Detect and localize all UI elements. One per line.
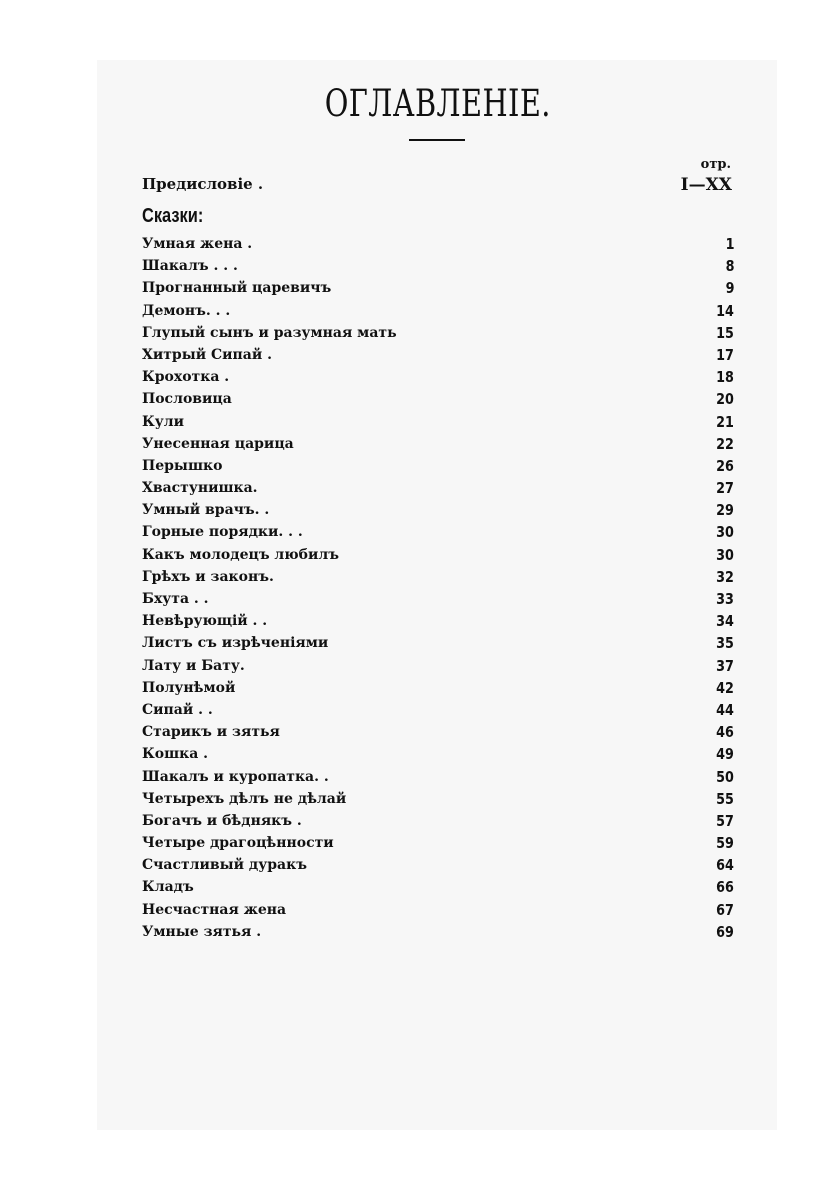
toc-entry [142,899,734,921]
toc-entry-page: 8 [725,257,734,276]
toc-entry-title: Кладъ [142,879,194,896]
toc-entry-page: 14 [716,301,734,320]
toc-entry-title: Счастливый дуракъ [142,857,307,874]
toc-entry [142,632,734,654]
toc-entry [142,300,734,322]
toc-entry-title: Умные зятья . [142,923,262,940]
toc-entry-title: Богачъ и бѣднякъ . [142,812,302,829]
toc-entry [142,876,734,898]
toc-entry-title: Листъ съ изрѣченіями [142,635,329,652]
page-title: ОГЛАВЛЕНІЕ. [324,82,551,125]
toc-entry-page: 42 [716,678,734,697]
toc-entry-page: 22 [716,434,734,453]
toc-entry-page: 27 [716,479,734,498]
toc-entry-title: Какъ молодецъ любилъ [142,546,339,563]
toc-entry-title: Пословица [142,391,232,408]
toc-entry-title: Старикъ и зятья [142,724,280,741]
toc-entry-page: 32 [716,567,734,586]
toc-list [142,233,734,943]
toc-entry-title: Горные порядки. . . [142,524,303,541]
toc-entry [142,921,734,943]
toc-entry-page: 1 [725,235,734,253]
toc-entry [142,743,734,765]
toc-entry [142,499,734,521]
toc-entry-page: 30 [716,523,734,542]
toc-entry-title: Умная жена . [142,236,253,252]
toc-entry-title: Полунѣмой [142,679,236,696]
toc-entry-title: Глупый сынъ и разумная мать [142,324,397,341]
toc-entry-page: 35 [716,634,734,653]
toc-entry [142,255,734,277]
toc-entry [142,521,734,543]
toc-entry [142,766,734,788]
page-column-label: отр. [700,157,731,172]
toc-entry-title: Хитрый Сипай . [142,346,272,363]
toc-entry [142,411,734,433]
toc-entry-page: 50 [716,767,734,786]
toc-entry-page: 59 [716,834,734,853]
toc-entry-title: Бхута . . [142,591,209,607]
toc-entry [142,721,734,743]
toc-entry-title: Шакалъ и куропатка. . [142,768,329,785]
toc-entry-title: Лату и Бату. [142,657,245,674]
preface-title: Предисловіе . [142,175,264,193]
toc-entry [142,388,734,410]
toc-entry-title: Демонъ. . . [142,302,231,319]
toc-entry-page: 15 [716,323,734,342]
toc-entry-title: Прогнанный царевичъ [142,280,332,297]
toc-entry-page: 29 [716,501,734,520]
preface-page: I—XX [680,175,732,195]
toc-entry-page: 57 [716,811,734,830]
toc-entry-page: 33 [716,590,734,608]
toc-entry-page: 64 [716,856,734,875]
toc-entry-page: 21 [716,412,734,431]
toc-entry [142,677,734,699]
toc-entry [142,566,734,588]
toc-entry-page: 67 [716,900,734,919]
toc-entry-preface [142,175,732,197]
toc-entry [142,854,734,876]
toc-entry [142,455,734,477]
toc-entry-page: 26 [716,456,734,475]
toc-entry-title: Перышко [142,457,223,474]
toc-entry [142,610,734,632]
toc-entry-title: Шакалъ . . . [142,258,238,275]
toc-entry-title: Несчастная жена [142,901,287,918]
toc-entry [142,810,734,832]
toc-entry-page: 34 [716,612,734,631]
toc-entry [142,788,734,810]
toc-entry [142,588,734,610]
toc-entry-page: 18 [716,368,734,387]
toc-entry [142,544,734,566]
toc-entry-title: Крохотка . [142,369,230,386]
toc-entry-title: Четырехъ дѣлъ не дѣлай [142,790,347,807]
toc-entry [142,433,734,455]
toc-entry [142,655,734,677]
toc-entry-page: 66 [716,878,734,897]
toc-entry [142,322,734,344]
toc-entry-title: Хвастунишка. [142,480,258,497]
toc-entry [142,366,734,388]
toc-entry-page: 46 [716,723,734,742]
toc-entry-page: 17 [716,345,734,364]
toc-entry [142,477,734,499]
toc-entry [142,699,734,721]
toc-entry-title: Умный врачъ. . [142,502,270,519]
toc-entry-page: 49 [716,745,734,764]
section-heading: Сказки: [142,205,204,227]
toc-entry-page: 20 [716,390,734,409]
toc-entry [142,832,734,854]
toc-entry-page: 55 [716,789,734,808]
toc-entry-page: 69 [716,922,734,941]
toc-entry [142,233,734,255]
toc-entry-page: 30 [716,545,734,564]
toc-entry-title: Кули [142,413,184,430]
toc-entry [142,277,734,299]
toc-entry-title: Грѣхъ и законъ. [142,568,274,585]
toc-entry-title: Кошка . [142,746,209,763]
toc-entry [142,344,734,366]
toc-entry-page: 9 [725,279,734,298]
toc-entry-title: Унесенная царица [142,435,294,452]
toc-entry-title: Сипай . . [142,701,213,718]
title-divider [409,139,465,141]
toc-entry-title: Невѣрующій . . [142,613,268,630]
toc-entry-page: 44 [716,700,734,719]
toc-entry-title: Четыре драгоцѣнности [142,835,334,852]
toc-entry-page: 37 [716,656,734,675]
